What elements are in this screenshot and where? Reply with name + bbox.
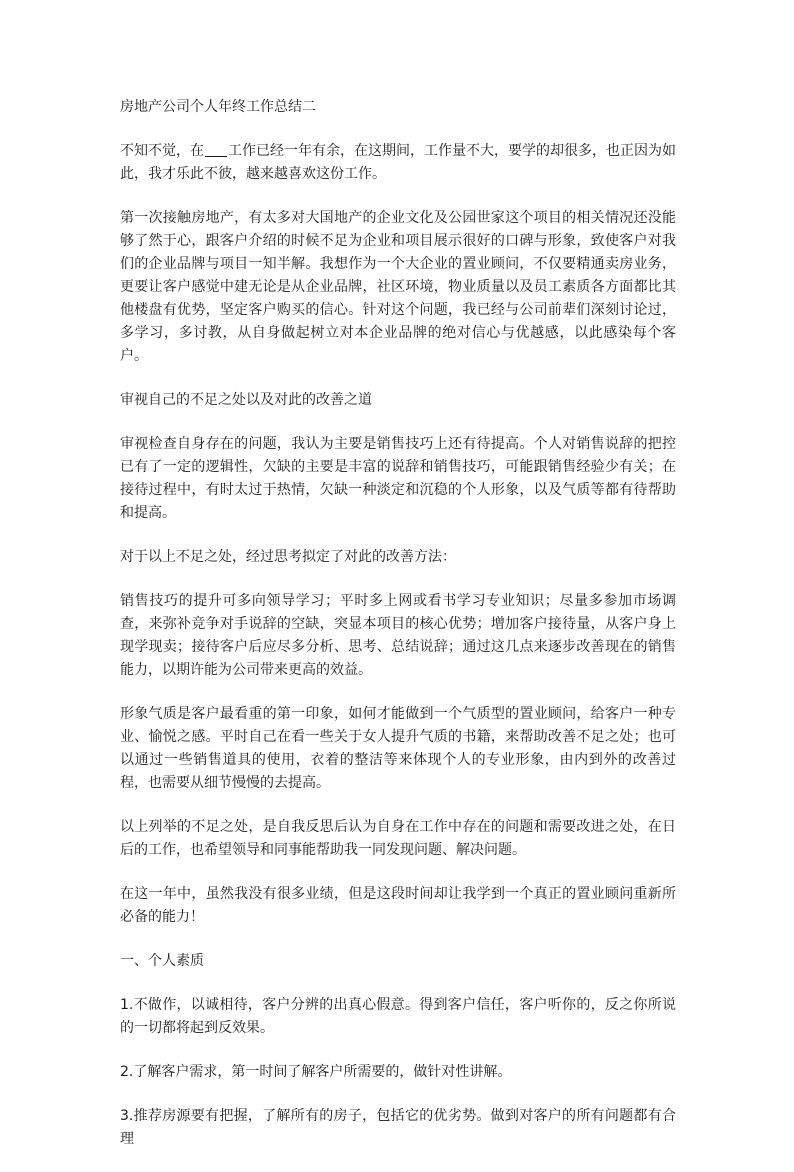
- list-item-3: 3.推荐房源要有把握，了解所有的房子，包括它的优劣势。做到对客户的所有问题都有合理: [120, 1108, 676, 1147]
- list-item-2: 2.了解客户需求，第一时间了解客户所需要的，做针对性讲解。: [120, 1064, 512, 1080]
- section-heading-personal-quality: 一、个人素质: [120, 953, 204, 969]
- paragraph-sales-skills: 销售技巧的提升可多向领导学习；平时多上网或看书学习专业知识；尽量多参加市场调查，来弥补竞争对手说辞的空缺，突显本项目的核心优势；增加客户接待量，从客户身上现学现卖；接待客户后应尽多分析、思考、总结说辞；通过这几点来逐步改善现在的销售能力，以期许能为公司带来更高的效益。: [120, 593, 676, 678]
- intro-paragraph: [120, 140, 676, 186]
- paragraph-brand-awareness: 第一次接触房地产，有太多对大国地产的企业文化及公园世家这个项目的相关情况还没能够了然于心，跟客户介绍的时候不足为企业和项目展示很好的口碑与形象，致使客户对我们的企业品牌与项目一知半解。我想作为一个大企业的置业顾问，不仅要精通卖房业务，更要让客户感觉中建无论是从企业品牌，社区环境，物业质量以及员工素质各方面都比其他楼盘有优势，坚定客户购买的信心。针对这个问题，我已经与公司前辈们深刻讨论过，多学习，多讨教，从自身做起树立对本企业品牌的绝对信心与优越感，以此感染每个客户。: [120, 210, 676, 364]
- paragraph-year-summary: 在这一年中，虽然我没有很多业绩，但是这段时间却让我学到一个真正的置业顾问重新所必备的能力！: [120, 886, 676, 925]
- intro-text-end: 工作已经一年有余，在这期间，工作量不大，要学的却很多，也正因为如此，我才乐此不彼，越来越喜欢这份工作。: [120, 143, 676, 182]
- fill-in-blank: [205, 142, 227, 157]
- paragraph-reflection: 以上列举的不足之处，是自我反思后认为自身在工作中存在的问题和需要改进之处，在日后的工作，也希望领导和同事能帮助我一同发现问题、解决问题。: [120, 819, 676, 858]
- section-heading-shortcomings: 审视自己的不足之处以及对此的改善之道: [120, 392, 372, 408]
- list-item-1: 1.不做作，以诚相待，客户分辨的出真心假意。得到客户信任，客户听你的，反之你所说的一切都将起到反效果。: [120, 997, 676, 1036]
- paragraph-self-review: 审视检查自身存在的问题，我认为主要是销售技巧上还有待提高。个人对销售说辞的把控已有了一定的逻辑性，欠缺的主要是丰富的说辞和销售技巧，可能跟销售经验少有关；在接待过程中，有时太过于热情，欠缺一种淡定和沉稳的个人形象，以及气质等都有待帮助和提高。: [120, 436, 676, 521]
- document-body: [120, 96, 676, 1172]
- intro-text-start: 不知不觉，在: [120, 143, 204, 159]
- paragraph-improvement-intro: 对于以上不足之处，经过思考拟定了对此的改善方法：: [120, 549, 456, 565]
- paragraph-image-temperament: 形象气质是客户最看重的第一印象，如何才能做到一个气质型的置业顾问，给客户一种专业、愉悦之感。平时自己在看一些关于女人提升气质的书籍，来帮助改善不足之处；也可以通过一些销售道具的使用，衣着的整洁等来体现个人的专业形象，由内到外的改善过程，也需要从细节慢慢的去提高。: [120, 706, 676, 791]
- document-title: 房地产公司个人年终工作总结二: [120, 99, 316, 115]
